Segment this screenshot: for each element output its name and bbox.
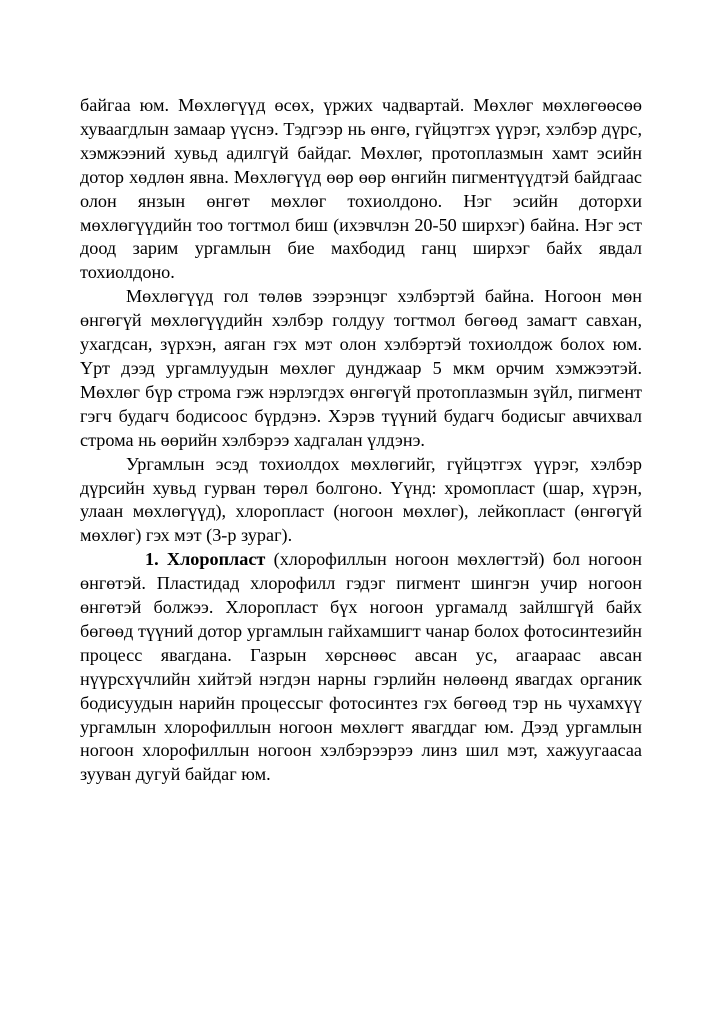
paragraph-plastid-types: Ургамлын эсэд тохиолдох мөхлөгийг, гүйцэтгэх үүрэг, хэлбэр дүрсийн хувьд гурван төрөл болгоно. Үүнд: хромопласт (шар, хүрэн, улаан мөхлөгүүд), хлоропласт (ногоон мөхлөг), лейкопласт (өнгөгүй мөхлөг) гэх мэт (3-р зураг). [80, 453, 642, 546]
chloroplast-heading: 1. Хлоропласт [145, 549, 266, 570]
chloroplast-text: (хлорофиллын ногоон мөхлөгтэй) бол ногоон өнгөтэй. Пластидад хлорофилл гэдэг пигмент шингэн учир ногоон өнгөтэй болжээ. Хлоропласт бүх ногоон ургамалд зайлшгүй байх бөгөөд түүний дотор ургамлын гайхамшигт чанар болох фотосинтезийн процесс явагдана. Газрын хөрснөөс авсан ус, агаараас авсан нүүрсхүчлийн хийтэй нэгдэн нарны гэрлийн нөлөөнд явагдах органик бодисуудын нарийн процессыг фотосинтез гэх бөгөөд тэр нь чухамхүү ургамлын хлорофиллын ногоон мөхлөгт явагддаг юм. Дээд ургамлын ногоон хлорофиллын ногоон хэлбэрээрээ линз шил мэт, хажуугаасаа зууван дугуй байдаг юм. [80, 549, 642, 785]
paragraph-chloroplast [80, 548, 642, 787]
paragraph-plastid-properties: байгаа юм. Мөхлөгүүд өсөх, үржих чадвартай. Мөхлөг мөхлөгөөсөө хуваагдлын замаар үүснэ. Тэдгээр нь өнгө, гүйцэтгэх үүрэг, хэлбэр дүрс, хэмжээний хувьд адилгүй байдаг. Мөхлөг, протоплазмын хамт эсийн дотор хөдлөн явна. Мөхлөгүүд өөр өөр өнгийн пигментүүдтэй байдгаас олон янзын өнгөт мөхлөг тохиолдоно. Нэг эсийн доторхи мөхлөгүүдийн тоо тогтмол биш (ихэвчлэн 20-50 ширхэг) байна. Нэг эст доод зарим ургамлын бие махбодид ганц ширхэг байх явдал тохиолдоно. [80, 95, 642, 283]
paragraph-plastid-shape: Мөхлөгүүд гол төлөв зээрэнцэг хэлбэртэй байна. Ногоон мөн өнгөгүй мөхлөгүүдийн хэлбэр голдуу тогтмол бөгөөд замагт савхан, ухагдсан, зүрхэн, аяган гэх мэт олон хэлбэртэй тохиолдож болох юм. Үрт дээд ургамлуудын мөхлөг дунджаар 5 мкм орчим хэмжээтэй. Мөхлөг бүр строма гэж нэрлэгдэх өнгөгүй протоплазмын зүйл, пигмент гэгч будагч бодисоос бүрдэнэ. Хэрэв түүний будагч бодисыг авчихвал строма нь өөрийн хэлбэрээ хадгалан үлдэнэ. [80, 286, 642, 450]
document-page [80, 94, 642, 787]
